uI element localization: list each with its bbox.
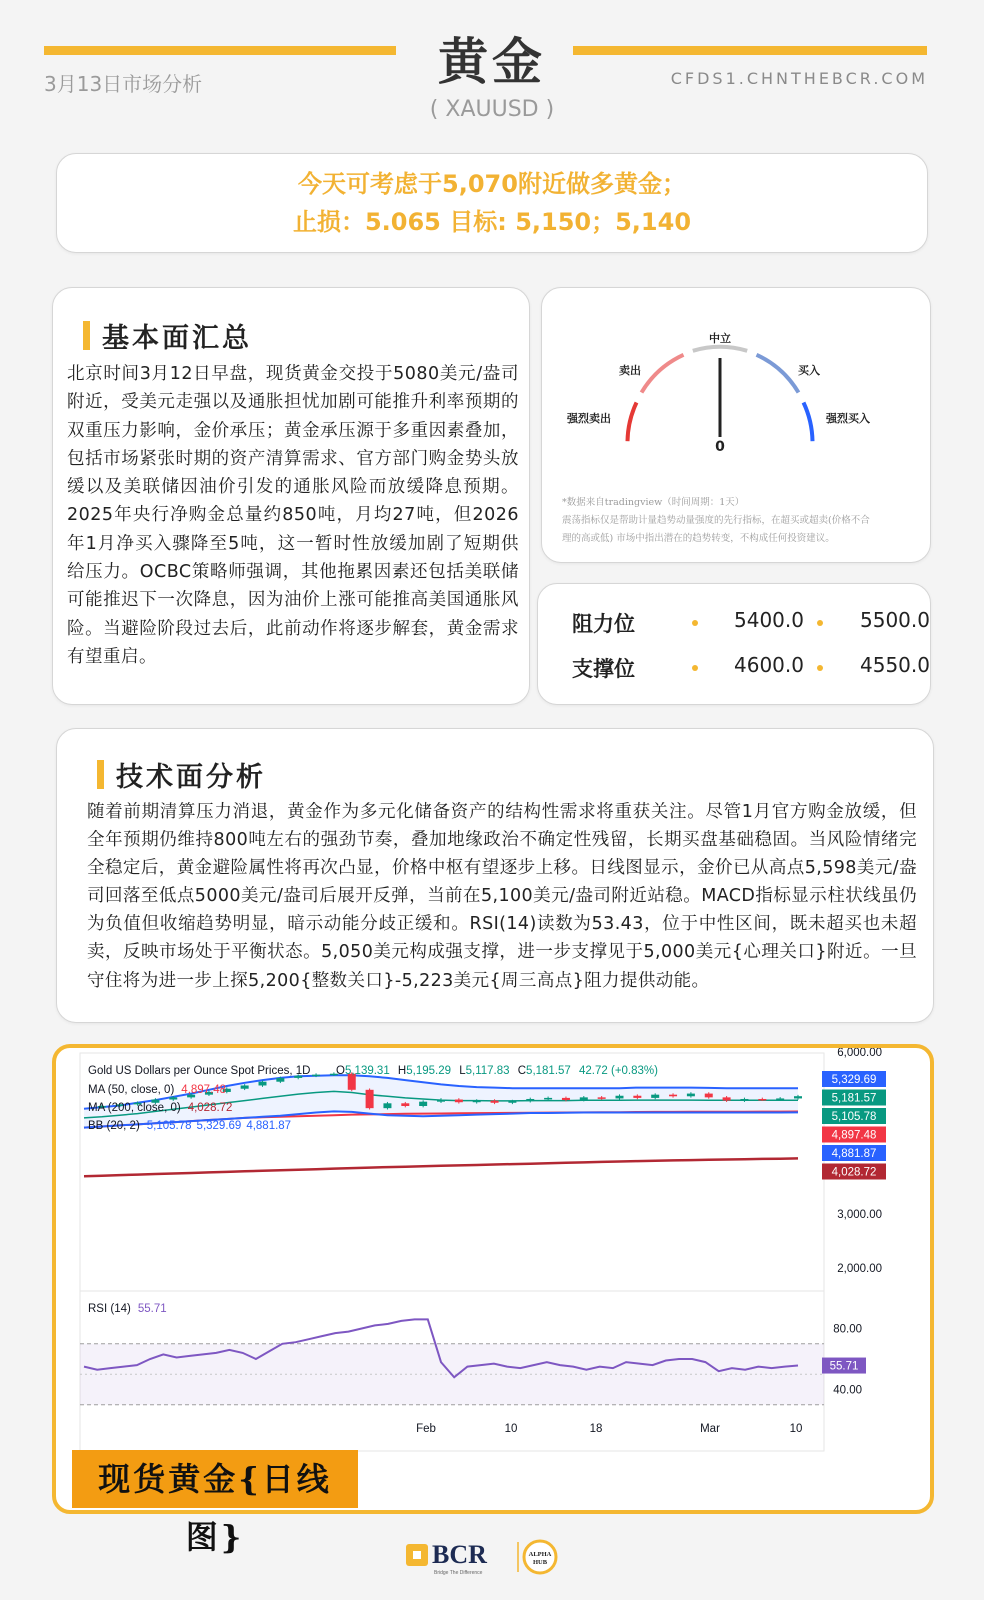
heading-marker [83,321,90,350]
x-tick-label: Mar [700,1423,720,1435]
x-tick-label: Feb [416,1423,436,1435]
price-chart [56,1048,930,1510]
rsi-legend [88,1303,167,1315]
candle-body [794,1096,802,1098]
bb-lower-value: 4,881.87 [246,1120,292,1132]
candle-body [651,1095,659,1098]
gauge-arc-strong-sell [628,403,637,442]
candle-body [383,1103,391,1108]
levels-card [537,583,931,705]
fundamentals-card [52,287,530,705]
support-value-1: 4600.0 [734,653,804,677]
candle-body [740,1099,748,1101]
candle-body [633,1096,641,1098]
bb-legend [88,1120,291,1132]
site-url: CFDS1.CHNTHEBCR.COM [670,69,928,88]
gauge-arc-strong-buy [804,403,813,442]
recommendation-line-1: 今天可考虑于5,070附近做多黄金； [298,170,686,198]
fundamentals-body: 北京时间3月12日早盘，现货黄金交投于5080美元/盎司附近，受美元走强以及通胀担忧加剧可能推升利率预期的双重压力影响，金价承压；黄金承压源于多重因素叠加，包括市场紧张时期的资产清算需求、官方部门购金势头放缓以及美联储因油价引发的通胀风险而放缓降息预期。2025年央行净购金总量约850吨，月均27吨，但2026年1月净买入骤降至5吨，这一暂时性放缓加剧了短期供给压力。OCBC策略师强调，其他拖累因素还包括美联储可能推迟下一次降息，因为油价上涨可能推高美国通胀风险。当避险阶段过去后，此前动作将逐步解套，黄金需求有望重启。 [67,364,519,667]
gauge-label-strong-buy: 强烈买入 [826,412,870,425]
bullet-dot [817,620,823,626]
candle-body [776,1098,784,1100]
x-tick-label: 10 [789,1423,803,1435]
ma50-legend [88,1084,226,1096]
resistance-label: 阻力位 [572,612,635,636]
candle-body [473,1101,481,1103]
bb-upper-value: 5,329.69 [196,1120,242,1132]
candle-body [491,1101,499,1103]
technical-title: 技术面分析 [116,762,266,793]
recommendation-line-2: 止损：5.065 目标: 5,150；5,140 [292,208,692,236]
candle-body [401,1103,409,1106]
ohlc-low: 5,117.83 [465,1065,510,1077]
rsi-value-tag-text: 55.71 [829,1360,859,1373]
support-label: 支撑位 [572,657,635,681]
page-title: 黄金 [438,32,546,91]
price-tag-text: 4,028.72 [831,1166,877,1179]
ohlc-c-label: C [517,1065,527,1077]
technical-card [56,728,934,1023]
rsi-tick-label: 80.00 [833,1323,862,1336]
y-tick-label: 3,000.00 [837,1209,882,1221]
badge-line-1: ALPHA [528,1551,552,1558]
candle-body [419,1102,427,1106]
candle-body [312,1075,320,1077]
gauge-note-line-3: 理的高或低) 市场中指出潜在的趋势转变，不构成任何投资建议。 [562,533,835,544]
bullet-dot [692,665,698,671]
x-tick-label: 10 [504,1423,518,1435]
footer-logo [0,1532,984,1582]
ohlc-o-label: O [336,1065,345,1077]
technical-heading [97,755,266,794]
resistance-value-1: 5400.0 [734,608,804,632]
bcr-logo [392,1532,592,1582]
candle-body [580,1097,588,1100]
gauge-note-line-2: 震荡指标仅是帮助计量趋势动量强度的先行指标，在超买或超卖(价格不合 [562,515,870,526]
price-tag-text: 4,897.48 [831,1129,877,1142]
price-tags [822,1071,886,1180]
bullet-dot [692,620,698,626]
resistance-row [572,608,930,648]
candle-body [544,1098,552,1100]
support-row [572,653,930,693]
price-tag-text: 5,181.57 [831,1092,877,1105]
candle-body [169,1097,177,1099]
candle-body [276,1078,284,1082]
gauge-arc-neutral [693,347,747,351]
chart-ohlc [336,1065,658,1077]
candle-body [758,1099,766,1101]
bb-mid-value: 5,105.78 [146,1120,192,1132]
rsi-value: 55.71 [137,1303,167,1315]
ma200-value: 4,028.72 [187,1102,233,1114]
ohlc-l-label: L [459,1065,466,1077]
report-date: 3月13日市场分析 [44,72,203,96]
candle-body [669,1095,677,1097]
candle-body [259,1082,267,1086]
candle-body [687,1094,695,1097]
ma50-label: MA (50, close, 0) [88,1084,175,1096]
gauge-disclaimer [562,494,912,548]
candle-body [562,1098,570,1100]
chart-caption: 现货黄金{日线图} [72,1450,358,1508]
chart-title: Gold US Dollars per Ounce Spot Prices, 1D [88,1065,311,1077]
candle-body [508,1101,516,1103]
rsi-tick-label: 40.00 [833,1384,862,1397]
logo-brand: BCR [432,1540,487,1569]
candle-body [705,1094,713,1098]
fundamentals-title: 基本面汇总 [102,323,252,354]
gauge-label-neutral: 中立 [709,332,731,345]
gauge-reading: 0 [715,439,725,455]
price-tag-text: 5,329.69 [831,1074,877,1086]
y-tick-label: 2,000.00 [837,1263,882,1275]
candle-body [598,1097,606,1099]
gauge-arc-sell [642,355,684,393]
symbol-subtitle: ( XAUUSD ) [429,97,555,122]
rsi-label: RSI (14) [88,1303,131,1315]
logo-mark-inner [413,1551,421,1559]
gauge-arc-buy [757,355,799,393]
badge-line-2: HUB [532,1559,548,1566]
sentiment-gauge-card [541,287,931,563]
ma200-legend [88,1102,232,1114]
gauge-label-buy: 买入 [798,364,820,377]
candle-body [241,1085,249,1088]
support-value-2: 4550.0 [860,653,930,677]
technical-body: 随着前期清算压力消退，黄金作为多元化储备资产的结构性需求将重获关注。尽管1月官方购金放缓，但全年预期仍维持800吨左右的强劲节奏，叠加地缘政治不确定性残留，长期买盘基础稳固。当风险情绪完全稳定后，黄金避险属性将再次凸显，价格中枢有望逐步上移。日线图显示，金价已从高点5,598美元/盎司回落至低点5000美元/盎司后展开反弹，当前在5,100美元/盎司附近站稳。MACD指标显示柱状线虽仍为负值但收缩趋势明显，暗示动能分歧正缓和。RSI(14)读数为53.43，位于中性区间，既未超买也未超卖，反映市场处于平衡状态。5,050美元构成强支撑，进一步支撑见于5,000美元{心理关口}附近。一旦守住将为进一步上探5,200{整数关口}-5,223美元{周三高点}阻力提供动能。 [87,802,917,991]
candle-body [366,1090,374,1108]
ma200-label: MA (200, close, 0) [88,1102,181,1114]
gauge-label-sell: 卖出 [619,364,641,377]
logo-tagline: Bridge The Difference [434,1570,483,1576]
resistance-value-2: 5500.0 [860,608,930,632]
candle-body [437,1100,445,1102]
bullet-dot [817,665,823,671]
price-tag-text: 5,105.78 [831,1111,877,1123]
candle-body [723,1097,731,1100]
candle-body [616,1096,624,1099]
price-tag-text: 4,881.87 [831,1148,877,1160]
ohlc-change: 42.72 (+0.83%) [579,1065,658,1077]
ohlc-open: 5,139.31 [344,1065,390,1077]
x-tick-label: 18 [589,1423,603,1435]
heading-marker [97,760,104,789]
ohlc-h-label: H [397,1065,407,1077]
gauge-label-strong-sell: 强烈卖出 [567,412,611,425]
ohlc-high: 5,195.29 [406,1065,451,1077]
candle-body [526,1099,534,1101]
ma50-value: 4,897.48 [181,1084,227,1096]
fundamentals-heading [83,316,252,355]
bb-label: BB (20, 2) [88,1120,140,1132]
y-tick-label: 6,000.00 [837,1048,882,1059]
gauge-note-line-1: *数据来自tradingview（时间周期：1天） [562,497,745,508]
sentiment-gauge [542,288,932,488]
ohlc-close: 5,181.57 [526,1065,571,1077]
recommendation-card [56,153,928,253]
candle-body [455,1100,463,1103]
